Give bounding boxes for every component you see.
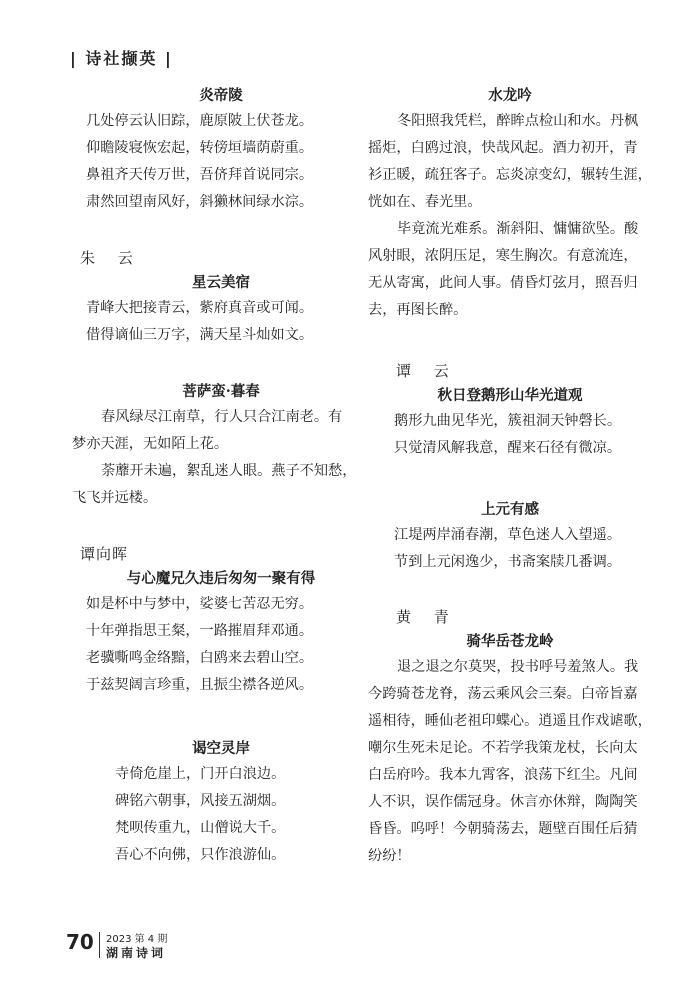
poem-line: 摇炬，白鸥过浪，快哉风起。酒力初开，青	[368, 140, 638, 156]
poem-line: 节到上元闲逸少，书斋案牍几番调。	[394, 554, 622, 570]
poem-kongling	[86, 737, 356, 869]
footer-divider	[99, 932, 100, 958]
poem-xinmo	[86, 567, 356, 699]
poem-canglongling	[368, 630, 652, 870]
left-column	[72, 84, 357, 869]
poem-title: 炎帝陵	[199, 87, 243, 104]
poem-line: 肃然回望南风好，斜獭林间绿水淙。	[86, 194, 314, 210]
poem-line: 梦亦天涯，无如陌上花。	[72, 436, 229, 452]
poem-line: 江堤两岸涌春潮，草色迷人入望遥。	[394, 527, 622, 543]
poem-line: 鼻祖齐天传万世，吾侪拜首说同宗。	[86, 167, 314, 183]
poem-line: 碑铭六朝事，风接五湖烟。	[115, 793, 286, 809]
poem-line: 恍如在、春光里。	[368, 194, 482, 210]
poem-xingyun	[86, 271, 356, 349]
poem-pusaman	[72, 380, 357, 512]
right-column	[368, 84, 652, 870]
poem-shangyuan	[368, 498, 652, 576]
poem-line: 吾心不向佛，只作浪游仙。	[115, 847, 286, 863]
poem-line: 仰瞻陵寝恢宏起，转傍垣墙荫蔚重。	[86, 140, 314, 156]
poem-line: 冬阳照我凭栏，醉眸点检山和水。丹枫	[397, 113, 639, 129]
poem-line: 十年弹指思王粲，一路摧眉拜邓通。	[86, 623, 314, 639]
poem-line: 退之退之尔莫哭，投书呼号羞煞人。我	[397, 659, 639, 675]
poem-title: 与心魔兄久违后匆匆一聚有得	[126, 570, 316, 587]
poem-shuilongyin	[368, 84, 652, 324]
poem-title: 上元有感	[481, 501, 539, 518]
poem-ezhongshan	[368, 384, 652, 462]
poem-line: 毕竟流光难系。渐斜阳、慵慵欲坠。酸	[397, 221, 639, 237]
poem-yandiling	[86, 84, 356, 216]
poem-line: 今跨骑苍龙脊，荡云乘风会三秦。白帝旨嘉	[368, 686, 638, 702]
poem-line: 无从寄寓，此间人事。倩昏灯弦月，照吾归	[368, 275, 638, 291]
poem-line: 青峰大把接青云，紫府真音或可闻。	[86, 300, 314, 316]
magazine-name: 湖南诗词	[106, 946, 167, 960]
poem-line: 风射眼，浓阴压足，寒生胸次。有意流连，	[368, 248, 638, 264]
issue-label: 2023 第 4 期	[106, 934, 168, 945]
poem-line: 几处停云认旧踪，鹿原陂上伏苍龙。	[86, 113, 314, 129]
poem-line: 纷纷！	[368, 848, 411, 864]
poem-title: 水龙吟	[488, 87, 532, 104]
poem-line: 鹅形九曲见华光，簇祖洞天钟磬长。	[394, 413, 622, 429]
poem-line: 荼蘼开未遍，絮乱迷人眼。燕子不知愁，	[101, 463, 357, 479]
poem-line: 人不识，误作儒冠身。休言亦休辩，陶陶笑	[368, 794, 638, 810]
poem-line: 借得谪仙三万字，满天星斗灿如文。	[86, 327, 314, 343]
author-name: 谭 云	[396, 362, 458, 380]
poem-line: 只觉清风解我意，醒来石径有微凉。	[394, 440, 622, 456]
poem-title: 秋日登鹅形山华光道观	[437, 387, 583, 404]
poem-title: 骑华岳苍龙岭	[466, 633, 554, 650]
poem-title: 星云美宿	[192, 274, 250, 291]
poem-line: 春风绿尽江南草，行人只合江南老。有	[101, 409, 343, 425]
author-name: 朱 云	[80, 249, 142, 267]
poem-line: 白岳府吟。我本九霄客，浪荡下红尘。凡间	[368, 767, 638, 783]
poem-line: 去，再图长醉。	[368, 302, 468, 318]
poem-line: 飞飞并远楼。	[72, 490, 158, 506]
poem-line: 寺倚危崖上，门开白浪边。	[115, 766, 286, 782]
poem-line: 于兹契阔言珍重，且振尘襟各逆风。	[86, 677, 314, 693]
poem-title: 菩萨蛮·暮春	[182, 383, 260, 400]
section-tag: | 诗社撷英 |	[70, 49, 173, 68]
poem-line: 昏昏。呜呼！今朝骑荡去，题壁百围任后猜	[368, 821, 638, 837]
author-name: 黄 青	[396, 608, 458, 626]
author-name: 谭向晖	[80, 545, 129, 563]
poem-line: 老骥嘶鸣金络黯，白鸥来去碧山空。	[86, 650, 314, 666]
poem-line: 如是杯中与梦中，娑婆七苦忍无穷。	[86, 596, 314, 612]
poem-line: 嘲尔生死未足论。不若学我策龙杖，长向太	[368, 740, 638, 756]
poem-line: 衫正暖，疏狂客子。忘炎凉变幻，辗转生涯，	[368, 167, 652, 183]
poem-title: 谒空灵岸	[192, 740, 250, 757]
page-number: 70	[66, 930, 94, 954]
poem-line: 遥相待，睡仙老祖印蝶心。逍遥且作戏谑歌，	[368, 713, 652, 729]
poem-line: 梵呗传重九，山僧说大千。	[115, 820, 286, 836]
